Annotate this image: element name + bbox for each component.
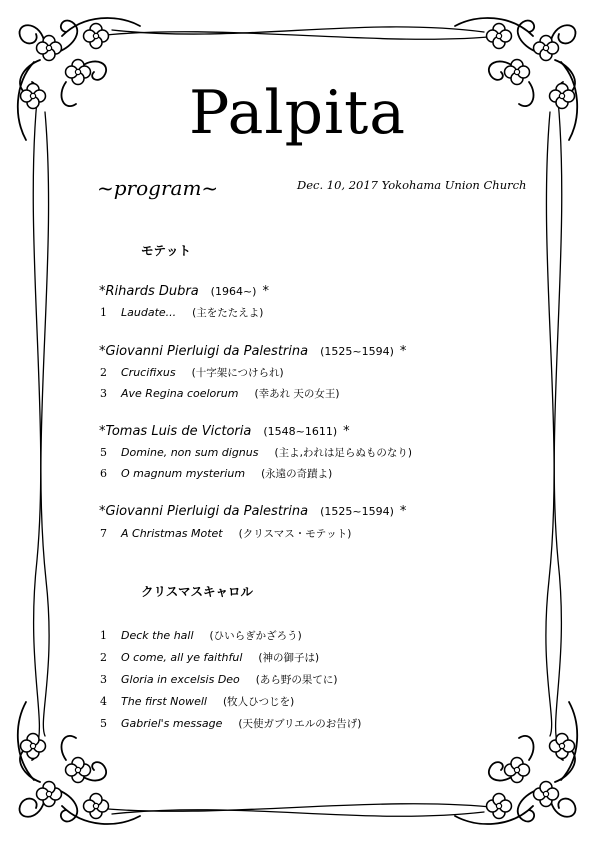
item-title: O magnum mysterium [121,467,246,480]
item-number: 2 [100,366,107,379]
item-title: The first Nowell [121,695,207,708]
item-japanese-title: (十字架につけられ) [191,367,284,379]
composer-heading [99,344,406,359]
composer-name: *Giovanni Pierluigi da Palestrina [99,504,309,519]
item-japanese-title: (幸あれ 天の女王) [254,388,340,400]
item-title: Domine, non sum dignus [121,446,259,459]
program-item [100,650,319,665]
program-item [100,445,412,460]
composer-heading [99,284,269,299]
program-subtitle: ~program~ [97,176,219,200]
item-title: Gabriel's message [121,717,223,730]
item-title: O come, all ye faithful [121,651,243,664]
item-number: 5 [100,717,107,730]
item-japanese-title: (主をたたえよ) [192,307,264,319]
item-title: A Christmas Motet [121,527,223,540]
item-number: 5 [100,446,107,459]
item-number: 3 [100,673,107,686]
item-number: 2 [100,651,107,664]
item-japanese-title: (天使ガブリエルのお告げ) [238,718,362,730]
composer-star: * [262,284,269,299]
section-heading-motet: モテット [141,243,192,258]
date-venue: Dec. 10, 2017 Yokohama Union Church [297,178,527,192]
item-title: Crucifixus [121,366,176,379]
item-japanese-title: (主よ,われは足らぬものなり) [274,447,413,459]
composer-heading [99,504,406,519]
program-item [100,716,361,731]
program-item [100,305,263,320]
item-number: 6 [100,467,107,480]
item-number: 7 [100,527,107,540]
section-heading-carol: クリスマスキャロル [141,584,254,599]
item-title: Gloria in excelsis Deo [121,673,240,686]
item-number: 3 [100,387,107,400]
program-item [100,672,338,687]
item-japanese-title: (クリスマス・モテット) [238,528,352,540]
item-japanese-title: (神の御子は) [258,652,320,664]
composer-heading [99,424,350,439]
composer-years: (1548~1611) [263,425,338,438]
program-item [100,466,332,481]
item-number: 1 [100,629,107,642]
item-japanese-title: (牧人ひつじを) [222,696,295,708]
composer-name: *Rihards Dubra [99,284,199,299]
item-title: Laudate... [121,306,177,319]
item-japanese-title: (ひいらぎかざろう) [209,630,302,642]
program-item [100,386,340,401]
composer-name: *Tomas Luis de Victoria [99,424,252,439]
item-title: Deck the hall [121,629,194,642]
item-japanese-title: (永遠の奇蹟よ) [261,468,333,480]
page-title: Palpita [188,78,407,148]
item-japanese-title: (あら野の果てに) [255,674,338,686]
composer-star: * [399,504,407,519]
program-item [100,365,284,380]
composer-years: (1964~) [210,285,257,298]
program-item [100,526,351,541]
program-item [100,694,294,709]
composer-years: (1525~1594) [320,505,394,518]
item-number: 1 [100,306,107,319]
composer-years: (1525~1594) [320,345,394,358]
composer-name: *Giovanni Pierluigi da Palestrina [99,344,309,359]
item-number: 4 [100,695,107,708]
composer-star: * [399,344,407,359]
composer-star: * [343,424,350,439]
program-item [100,628,302,643]
item-title: Ave Regina coelorum [121,387,239,400]
